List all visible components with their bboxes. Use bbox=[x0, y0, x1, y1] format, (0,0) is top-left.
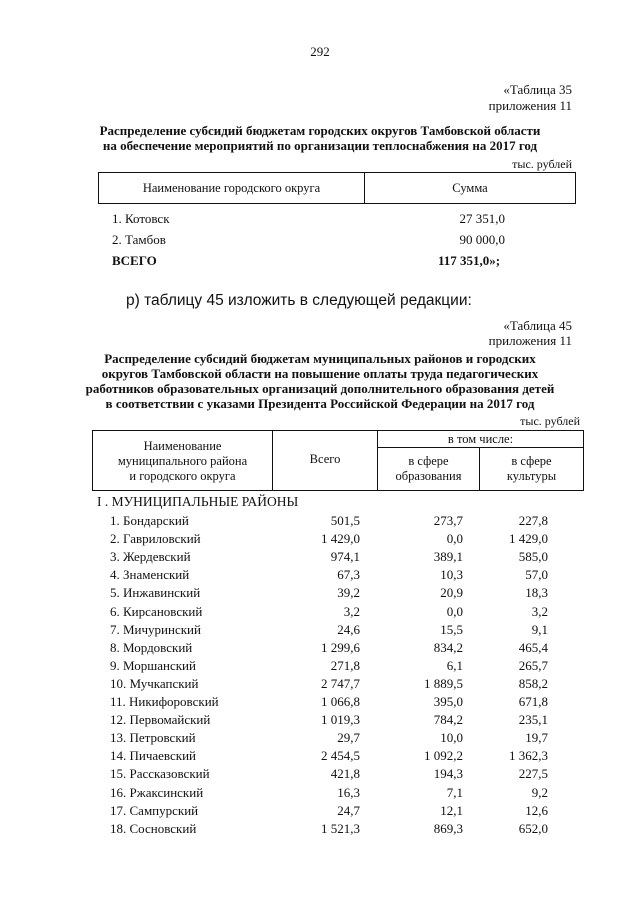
table45-row-total: 1 429,0 bbox=[321, 531, 360, 546]
table45-row-total: 39,2 bbox=[337, 585, 360, 600]
table45-col-cult-line: культуры bbox=[506, 469, 557, 483]
table45-row-cult: 18,3 bbox=[525, 585, 548, 600]
table45-title-line: округов Тамбовской области на повышение оплаты труда педагогических bbox=[101, 366, 539, 381]
table35-row-sum: 27 351,0 bbox=[459, 211, 505, 226]
table35-col-sum: Сумма bbox=[452, 181, 488, 195]
table45-row-cult: 227,8 bbox=[518, 513, 548, 528]
table45-col-edu-line: в сфере bbox=[408, 454, 449, 468]
table45-row-cult: 265,7 bbox=[518, 658, 548, 673]
table45-section-label: I . МУНИЦИПАЛЬНЫЕ РАЙОНЫ bbox=[97, 494, 299, 509]
table45-row-total: 271,8 bbox=[330, 658, 360, 673]
table45-row-edu: 273,7 bbox=[433, 513, 463, 528]
table45-row-name: 3. Жердевский bbox=[110, 549, 191, 564]
table45-row-cult: 57,0 bbox=[525, 567, 548, 582]
table35-title-line1: Распределение субсидий бюджетам городских округов Тамбовской области bbox=[99, 123, 541, 138]
table35-total-value: 117 351,0»; bbox=[438, 253, 501, 268]
table35-row-name: 2. Тамбов bbox=[112, 232, 166, 247]
table45-row-name: 4. Знаменский bbox=[110, 567, 190, 582]
table45-row-edu: 7,1 bbox=[446, 785, 463, 800]
table45-row-edu: 834,2 bbox=[433, 640, 463, 655]
table45-row-edu: 869,3 bbox=[433, 821, 463, 836]
table45-row-name: 2. Гавриловский bbox=[110, 531, 201, 546]
table35-row-name: 1. Котовск bbox=[112, 211, 170, 226]
table45-row-cult: 227,5 bbox=[518, 766, 548, 781]
table45-row-edu: 15,5 bbox=[440, 622, 463, 637]
table45-row-total: 16,3 bbox=[337, 785, 360, 800]
table45-row-cult: 12,6 bbox=[525, 803, 548, 818]
table45-row-name: 5. Инжавинский bbox=[110, 585, 201, 600]
table45-row-name: 6. Кирсановский bbox=[110, 604, 203, 619]
table45-row-cult: 465,4 bbox=[518, 640, 548, 655]
table45-row-name: 9. Моршанский bbox=[110, 658, 196, 673]
table45-row-edu: 194,3 bbox=[433, 766, 463, 781]
table45-row-total: 24,7 bbox=[337, 803, 360, 818]
table45-row-edu: 395,0 bbox=[433, 694, 463, 709]
table45-col-total: Всего bbox=[309, 452, 341, 466]
table45-ref-line1: «Таблица 45 bbox=[503, 318, 572, 333]
table45-col-name-line: муниципального района bbox=[117, 454, 248, 468]
table45-col-edu-line: образования bbox=[395, 469, 462, 483]
table45-title-line: Распределение субсидий бюджетам муниципальных районов и городских bbox=[104, 351, 536, 366]
table45-row-edu: 20,9 bbox=[440, 585, 463, 600]
table45-row-edu: 10,0 bbox=[440, 730, 463, 745]
table45-title-line: работников образовательных организаций дополнительного образования детей bbox=[85, 381, 555, 396]
table45-col-cult-line: в сфере bbox=[511, 454, 552, 468]
table45-row-cult: 3,2 bbox=[531, 604, 548, 619]
table45-row-edu: 784,2 bbox=[433, 712, 463, 727]
table35-ref-line2: приложения 11 bbox=[488, 98, 572, 113]
table35-col-name: Наименование городского округа bbox=[142, 181, 321, 195]
table45-row-name: 8. Мордовский bbox=[110, 640, 193, 655]
table45-row-total: 1 066,8 bbox=[321, 694, 360, 709]
table45-row-cult: 652,0 bbox=[518, 821, 548, 836]
table45-row-cult: 9,2 bbox=[531, 785, 548, 800]
table45-row-edu: 389,1 bbox=[433, 549, 463, 564]
table45-row-name: 13. Петровский bbox=[110, 730, 196, 745]
table45-row-total: 974,1 bbox=[330, 549, 360, 564]
table45-row-cult: 585,0 bbox=[518, 549, 548, 564]
table45-row-cult: 671,8 bbox=[518, 694, 548, 709]
table45-row-edu: 0,0 bbox=[446, 604, 463, 619]
table45-row-total: 67,3 bbox=[337, 567, 360, 582]
table45-row-total: 2 454,5 bbox=[321, 748, 360, 763]
table45-col-name-line: и городского округа bbox=[129, 469, 236, 483]
table45-row-name: 12. Первомайский bbox=[110, 712, 211, 727]
table45-row-name: 15. Рассказовский bbox=[110, 766, 210, 781]
table45-row-cult: 858,2 bbox=[518, 676, 548, 691]
table45-row-total: 29,7 bbox=[337, 730, 360, 745]
table45-row-name: 1. Бондарский bbox=[110, 513, 189, 528]
table45-row-total: 421,8 bbox=[330, 766, 360, 781]
table45-row-edu: 12,1 bbox=[440, 803, 463, 818]
table45-unit: тыс. рублей bbox=[520, 414, 580, 428]
table45-row-total: 501,5 bbox=[330, 513, 360, 528]
table45-row-name: 14. Пичаевский bbox=[110, 748, 196, 763]
table45-row-name: 10. Мучкапский bbox=[110, 676, 199, 691]
table45-row-total: 1 521,3 bbox=[321, 821, 360, 836]
table45-row-cult: 1 362,3 bbox=[509, 748, 548, 763]
table45-row-cult: 19,7 bbox=[525, 730, 548, 745]
table35-unit: тыс. рублей bbox=[512, 157, 572, 171]
table45-row-total: 24,6 bbox=[337, 622, 360, 637]
table45-row-cult: 235,1 bbox=[518, 712, 548, 727]
table45-row-edu: 6,1 bbox=[446, 658, 463, 673]
table45-row-name: 17. Сампурский bbox=[110, 803, 199, 818]
table45-row-edu: 1 889,5 bbox=[424, 676, 463, 691]
table45-ref-line2: приложения 11 bbox=[488, 333, 572, 348]
table45-row-cult: 9,1 bbox=[531, 622, 548, 637]
table35-title-line2: на обеспечение мероприятий по организации теплоснабжения на 2017 год bbox=[102, 138, 538, 153]
table35-total-label: ВСЕГО bbox=[112, 253, 157, 268]
table45-col-including: в том числе: bbox=[447, 432, 514, 446]
table45-row-cult: 1 429,0 bbox=[509, 531, 548, 546]
table45-col-name-line: Наименование bbox=[143, 439, 222, 453]
table45-row-name: 7. Мичуринский bbox=[110, 622, 201, 637]
table45-title-line: в соответствии с указами Президента Российской Федерации на 2017 год bbox=[105, 396, 535, 411]
table45-row-total: 3,2 bbox=[343, 604, 360, 619]
table35-ref-line1: «Таблица 35 bbox=[503, 82, 572, 97]
table45-row-edu: 1 092,2 bbox=[424, 748, 463, 763]
table45-row-name: 11. Никифоровский bbox=[110, 694, 219, 709]
table45-row-total: 2 747,7 bbox=[321, 676, 360, 691]
page-number: 292 bbox=[310, 44, 330, 59]
table35-row-sum: 90 000,0 bbox=[459, 232, 505, 247]
table45-row-total: 1 299,6 bbox=[321, 640, 360, 655]
table45-row-name: 16. Ржаксинский bbox=[110, 785, 204, 800]
table45-row-name: 18. Сосновский bbox=[110, 821, 197, 836]
table45-row-edu: 0,0 bbox=[446, 531, 463, 546]
instruction-text: р) таблицу 45 изложить в следующей редакции: bbox=[126, 292, 472, 309]
table45-row-total: 1 019,3 bbox=[321, 712, 360, 727]
table45-row-edu: 10,3 bbox=[440, 567, 463, 582]
